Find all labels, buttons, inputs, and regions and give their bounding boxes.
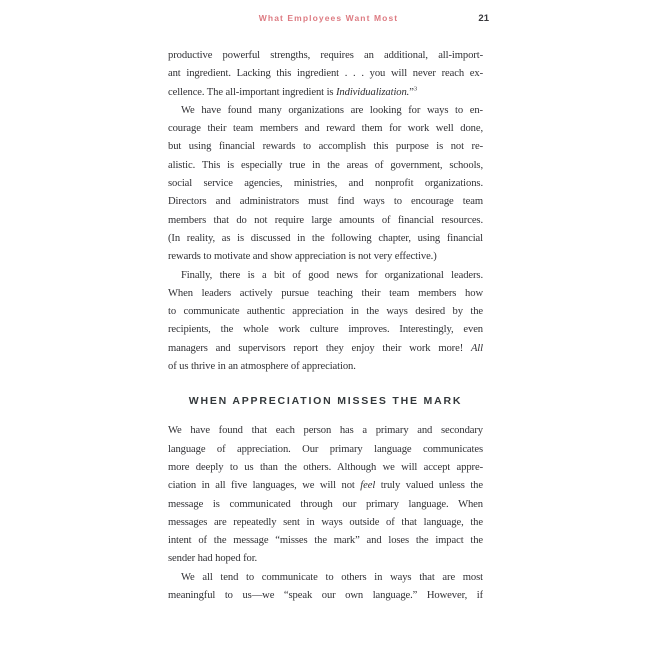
text-line: but using financial rewards to accomplish this purpose is not re- xyxy=(168,141,483,153)
text-line: message is communicated through our primary language. When xyxy=(168,498,483,510)
section-heading: WHEN APPRECIATION MISSES THE MARK xyxy=(188,395,463,408)
text-line: intent of the message “misses the mark” and loses the impact the xyxy=(168,535,483,547)
running-header xyxy=(168,13,489,27)
text-line: recipients, the whole work culture improves. Interestingly, even xyxy=(168,324,483,336)
text-line: messages are repeatedly sent in ways outside of that language, the xyxy=(168,516,483,528)
text-line: members that do not require large amounts of financial resources. xyxy=(168,214,483,226)
text-line: alistic. This is especially true in the areas of government, schools, xyxy=(168,159,483,171)
running-title: What Employees Want Most xyxy=(258,13,399,23)
text-line: language of appreciation. Our primary language communicates xyxy=(168,443,483,455)
text-line: We all tend to communicate to others in ways that are most xyxy=(181,571,483,583)
text-line: of us thrive in an atmosphere of appreciation. xyxy=(168,361,356,373)
text-line: productive powerful strengths, requires an additional, all-import- xyxy=(168,50,483,61)
text-column xyxy=(168,47,483,605)
text-line: rewards to motivate and show appreciation is not very effective.) xyxy=(168,251,437,263)
text-line: sender had hoped for. xyxy=(168,553,258,565)
text-line: ciation in all five languages, we will not feel truly valued unless the xyxy=(168,480,483,492)
text-line: courage their team members and reward them for work well done, xyxy=(168,123,483,135)
text-line: to communicate authentic appreciation in the ways desired by the xyxy=(168,306,483,318)
text-line: We have found many organizations are looking for ways to en- xyxy=(181,104,483,116)
text-line: Finally, there is a bit of good news for organizational leaders. xyxy=(181,269,483,281)
text-line: meaningful to us—we “speak our own language.” However, if xyxy=(168,590,483,602)
text-line: Directors and administrators must find ways to encourage team xyxy=(168,196,483,208)
text-line: We have found that each person has a primary and secondary xyxy=(168,425,483,437)
text-line: When leaders actively pursue teaching their team members how xyxy=(168,287,483,299)
text-line: social service agencies, ministries, and nonprofit organizations. xyxy=(168,178,483,190)
text-line: cellence. The all-important ingredient is Individualization.”$^3$ xyxy=(168,85,418,98)
text-line: (In reality, as is discussed in the following chapter, using financial xyxy=(168,232,483,244)
text-line: managers and supervisors report they enjoy their work more! All xyxy=(168,342,483,354)
page-number: 21 xyxy=(478,13,489,24)
text-line: ant ingredient. Lacking this ingredient . . . you will never reach ex- xyxy=(168,68,483,80)
text-line: more deeply to us than the others. Although we will accept appre- xyxy=(168,461,483,473)
